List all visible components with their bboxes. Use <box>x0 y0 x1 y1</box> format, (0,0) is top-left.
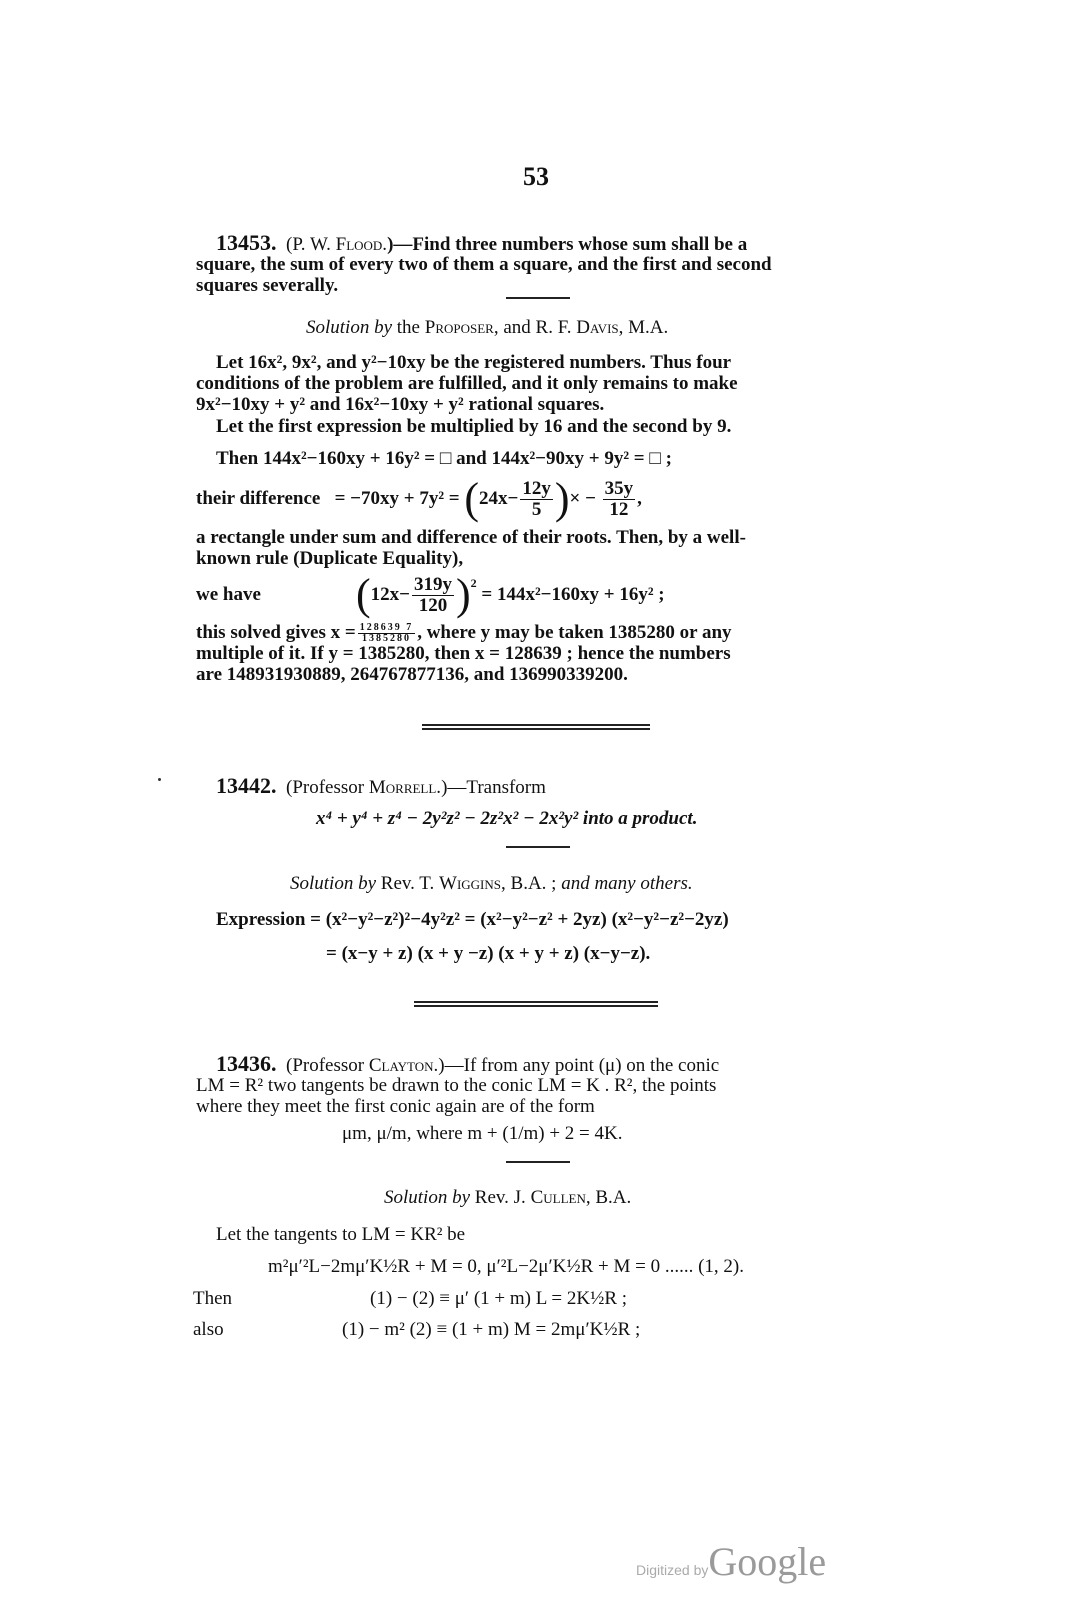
solution-line: conditions of the problem are fulfilled, and it only remains to make <box>196 373 738 394</box>
solution-byline: Solution by Rev. T. Wiggins, B.A. ; and many others. <box>290 873 693 894</box>
short-rule <box>506 846 570 848</box>
short-rule <box>506 1161 570 1163</box>
equation-line: Then 144x²−160xy + 16y² = □ and 144x²−90xy + 9y² = □ ; <box>216 448 672 469</box>
form-line: μm, μ/m, where m + (1/m) + 2 = 4K. <box>342 1123 623 1144</box>
equation-line: (1) − (2) ≡ μ′ (1 + m) L = 2K½R ; <box>370 1288 628 1309</box>
solver-name: Cullen <box>530 1187 586 1208</box>
statement-line: where they meet the first conic again are of the form <box>196 1096 595 1117</box>
solver-name: Proposer <box>424 317 494 338</box>
solution-line: a rectangle under sum and difference of their roots. Then, by a well- <box>196 527 746 548</box>
problem-statement: 13442. (Professor Morrell.)—Transform <box>216 773 546 798</box>
statement-line: LM = R² two tangents be drawn to the conic LM = K . R², the points <box>196 1075 717 1096</box>
also-label: also <box>193 1319 224 1340</box>
statement-line: squares severally. <box>196 275 339 296</box>
equation-line: (1) − m² (2) ≡ (1 + m) M = 2mμ′K½R ; <box>342 1319 641 1340</box>
problem-statement: 13436. (Professor Clayton.)—If from any point (μ) on the conic <box>216 1051 720 1076</box>
equation-line: m²μ′²L−2mμ′K½R + M = 0, μ′²L−2μ′K½R + M = 0 ...... (1, 2). <box>268 1256 745 1277</box>
we-have-equation: we have ( 12x− $\frac{319y}{120}$ ) 2 = 144x²−160xy + 16y² ; <box>196 570 665 619</box>
expression-line: = (x−y + z) (x + y −z) (x + y + z) (x−y−z). <box>326 943 651 964</box>
solution-line: 9x²−10xy + y² and 16x²−10xy + y² rational squares. <box>196 394 605 415</box>
expression-line: Expression = (x²−y²−z²)²−4y²z² = (x²−y²−z² + 2yz) (x²−y²−z²−2yz) <box>216 909 729 930</box>
problem-statement: 13453. (P. W. Flood.)—Find three numbers whose sum shall be a <box>216 230 748 255</box>
proposer-name: Morrell. <box>368 777 442 798</box>
solution-line: Let 16x², 9x², and y²−10xy be the registered numbers. Thus four <box>216 352 732 373</box>
difference-equation: their difference = −70xy + 7y² = ( 24x− $\frac{12y}{5}$ ) × − $\frac{35y}{12}$ , <box>196 474 642 523</box>
page-number: 53 <box>523 162 549 191</box>
section-divider <box>414 1001 658 1007</box>
problem-number: 13442. <box>216 773 277 798</box>
section-divider <box>422 724 650 730</box>
solution-line: multiple of it. If y = 1385280, then x = 128639 ; hence the numbers <box>196 643 731 664</box>
solution-line: are 148931930889, 264767877136, and 136990339200. <box>196 664 628 685</box>
proposer-name: P. W. Flood. <box>292 234 388 255</box>
solution-line: Let the first expression be multiplied by 16 and the second by 9. <box>216 416 732 437</box>
short-rule <box>506 297 570 299</box>
problem-number: 13453. <box>216 230 277 255</box>
solution-byline: Solution by Rev. J. Cullen, B.A. <box>384 1187 632 1208</box>
solver-name: Wiggins <box>439 873 502 894</box>
solver-name: Davis <box>576 317 619 338</box>
digitized-by-google-watermark <box>636 1538 826 1585</box>
then-label: Then <box>193 1288 233 1309</box>
statement-line: square, the sum of every two of them a square, and the first and second <box>196 254 772 275</box>
scan-speck <box>158 778 161 781</box>
google-logo: Google <box>708 1539 827 1584</box>
solution-byline: Solution by the Proposer, and R. F. Davis, M.A. <box>306 317 669 338</box>
solution-line: known rule (Duplicate Equality), <box>196 548 464 569</box>
problem-number: 13436. <box>216 1051 277 1076</box>
watermark-small-text: Digitized by <box>636 1562 709 1578</box>
solution-line: Let the tangents to LM = KR² be <box>216 1224 466 1245</box>
proposer-name: Clayton. <box>368 1055 439 1076</box>
solved-line: this solved gives x = $\frac{128639 7}{1385280}$ , where y may be taken 1385280 or any <box>196 621 732 644</box>
problem-expression: x⁴ + y⁴ + z⁴ − 2y²z² − 2z²x² − 2x²y² into a product. <box>316 808 698 829</box>
